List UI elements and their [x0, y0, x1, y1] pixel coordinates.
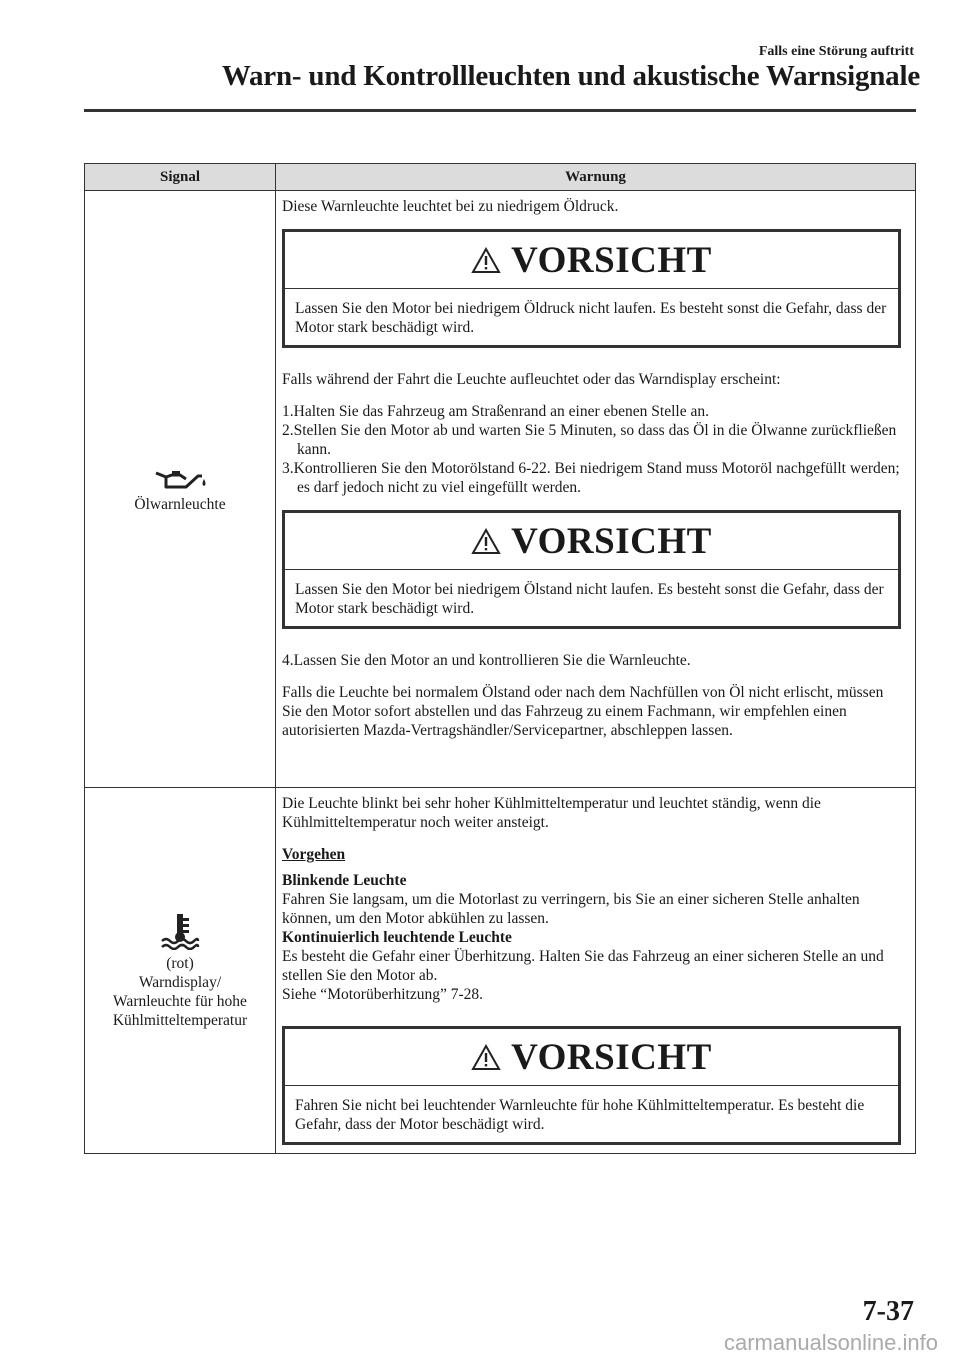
warning-triangle-icon: [471, 1044, 501, 1071]
steady-text: Es besteht die Gefahr einer Überhitzung. Halten Sie das Fahrzeug an einer sicheren Stelle an und stellen Sie den Motor ab.: [282, 948, 884, 984]
caution-text: Lassen Sie den Motor bei niedrigem Öldruck nicht laufen. Es besteht sonst die Gefahr, dass der Motor stark beschädigt wird.: [295, 300, 887, 336]
caution-header: [285, 1029, 898, 1086]
signal-label-line: Kühlmitteltemperatur: [112, 1011, 248, 1029]
caution-title: VORSICHT: [511, 1036, 712, 1078]
warning-cell: [276, 191, 916, 788]
warning-triangle-icon: [471, 528, 501, 555]
section-title: Falls eine Störung auftritt: [758, 44, 914, 59]
list-item: 1.Halten Sie das Fahrzeug am Straßenrand an einer ebenen Stelle an.: [282, 403, 709, 420]
signal-cell: [85, 191, 276, 788]
signal-color: (rot): [166, 954, 194, 972]
warning-cell: [276, 788, 916, 1154]
page-number: 7-37: [862, 1296, 914, 1327]
final-instruction: Falls die Leuchte bei normalem Ölstand oder nach dem Nachfüllen von Öl nicht erlischt, müssen Sie den Motor sofort abstellen und das Fahrzeug zu einem Fachmann, wir empfehlen einen autorisierten Mazda-Vertragshändler/Servicepartner, abschleppen lassen.: [282, 684, 884, 739]
procedure-heading: Vorgehen: [282, 846, 346, 863]
list-item: 3.Kontrollieren Sie den Motorölstand 6-22. Bei niedrigem Stand muss Motoröl nachgefüllt werden; es darf jedoch nicht zu viel eingefüllt werden.: [282, 460, 900, 496]
caution-text: Fahren Sie nicht bei leuchtender Warnleuchte für hohe Kühlmitteltemperatur. Es besteht die Gefahr, dass der Motor beschädigt wird.: [295, 1097, 865, 1133]
warning-table: [84, 163, 916, 1154]
caution-title: VORSICHT: [511, 520, 712, 562]
oil-can-icon: [152, 465, 208, 491]
caution-box: [282, 1026, 901, 1145]
blink-heading: Blinkende Leuchte: [282, 872, 407, 889]
step-4: 4.Lassen Sie den Motor an und kontrollieren Sie die Warnleuchte.: [282, 652, 691, 669]
signal-cell: [85, 788, 276, 1154]
steps-list: [282, 402, 901, 497]
steady-heading: Kontinuierlich leuchtende Leuchte: [282, 929, 512, 946]
signal-label: Ölwarnleuchte: [134, 495, 226, 513]
blink-text: Fahren Sie langsam, um die Motorlast zu verringern, bis Sie an einer sicheren Stelle anhalten können, um den Motor abkühlen zu lassen.: [282, 891, 860, 927]
warning-triangle-icon: [471, 247, 501, 274]
caution-text: Lassen Sie den Motor bei niedrigem Ölstand nicht laufen. Es besteht sonst die Gefahr, dass der Motor stark beschädigt wird.: [295, 581, 884, 617]
coolant-temperature-icon: [160, 912, 200, 950]
if-lit-text: Falls während der Fahrt die Leuchte aufleuchtet oder das Warndisplay erscheint:: [282, 371, 781, 388]
table-header-row: [85, 164, 916, 191]
list-item: 2.Stellen Sie den Motor ab und warten Sie 5 Minuten, so dass das Öl in die Ölwanne zurückfließen kann.: [282, 422, 897, 458]
column-header-warning: Warnung: [276, 164, 916, 191]
caution-header: [285, 232, 898, 289]
see-reference: Siehe “Motorüberhitzung” 7-28.: [282, 986, 484, 1003]
signal-label-line: Warndisplay/: [138, 973, 222, 991]
table-row: [85, 788, 916, 1154]
column-header-signal: Signal: [85, 164, 276, 191]
coolant-intro: Die Leuchte blinkt bei sehr hoher Kühlmitteltemperatur und leuchtet ständig, wenn die Kühlmitteltemperatur noch weiter ansteigt.: [282, 795, 821, 831]
page-title: Warn- und Kontrollleuchten und akustische Warnsignale: [221, 60, 920, 92]
caution-box: [282, 510, 901, 629]
watermark: carmanualsonline.info: [723, 1330, 938, 1355]
oil-intro: Diese Warnleuchte leuchtet bei zu niedrigem Öldruck.: [282, 198, 619, 215]
header-rule: [84, 109, 916, 112]
caution-header: [285, 513, 898, 570]
table-row: [85, 191, 916, 788]
caution-box: [282, 229, 901, 348]
caution-title: VORSICHT: [511, 239, 712, 281]
signal-label-line: Warnleuchte für hohe: [113, 992, 247, 1010]
